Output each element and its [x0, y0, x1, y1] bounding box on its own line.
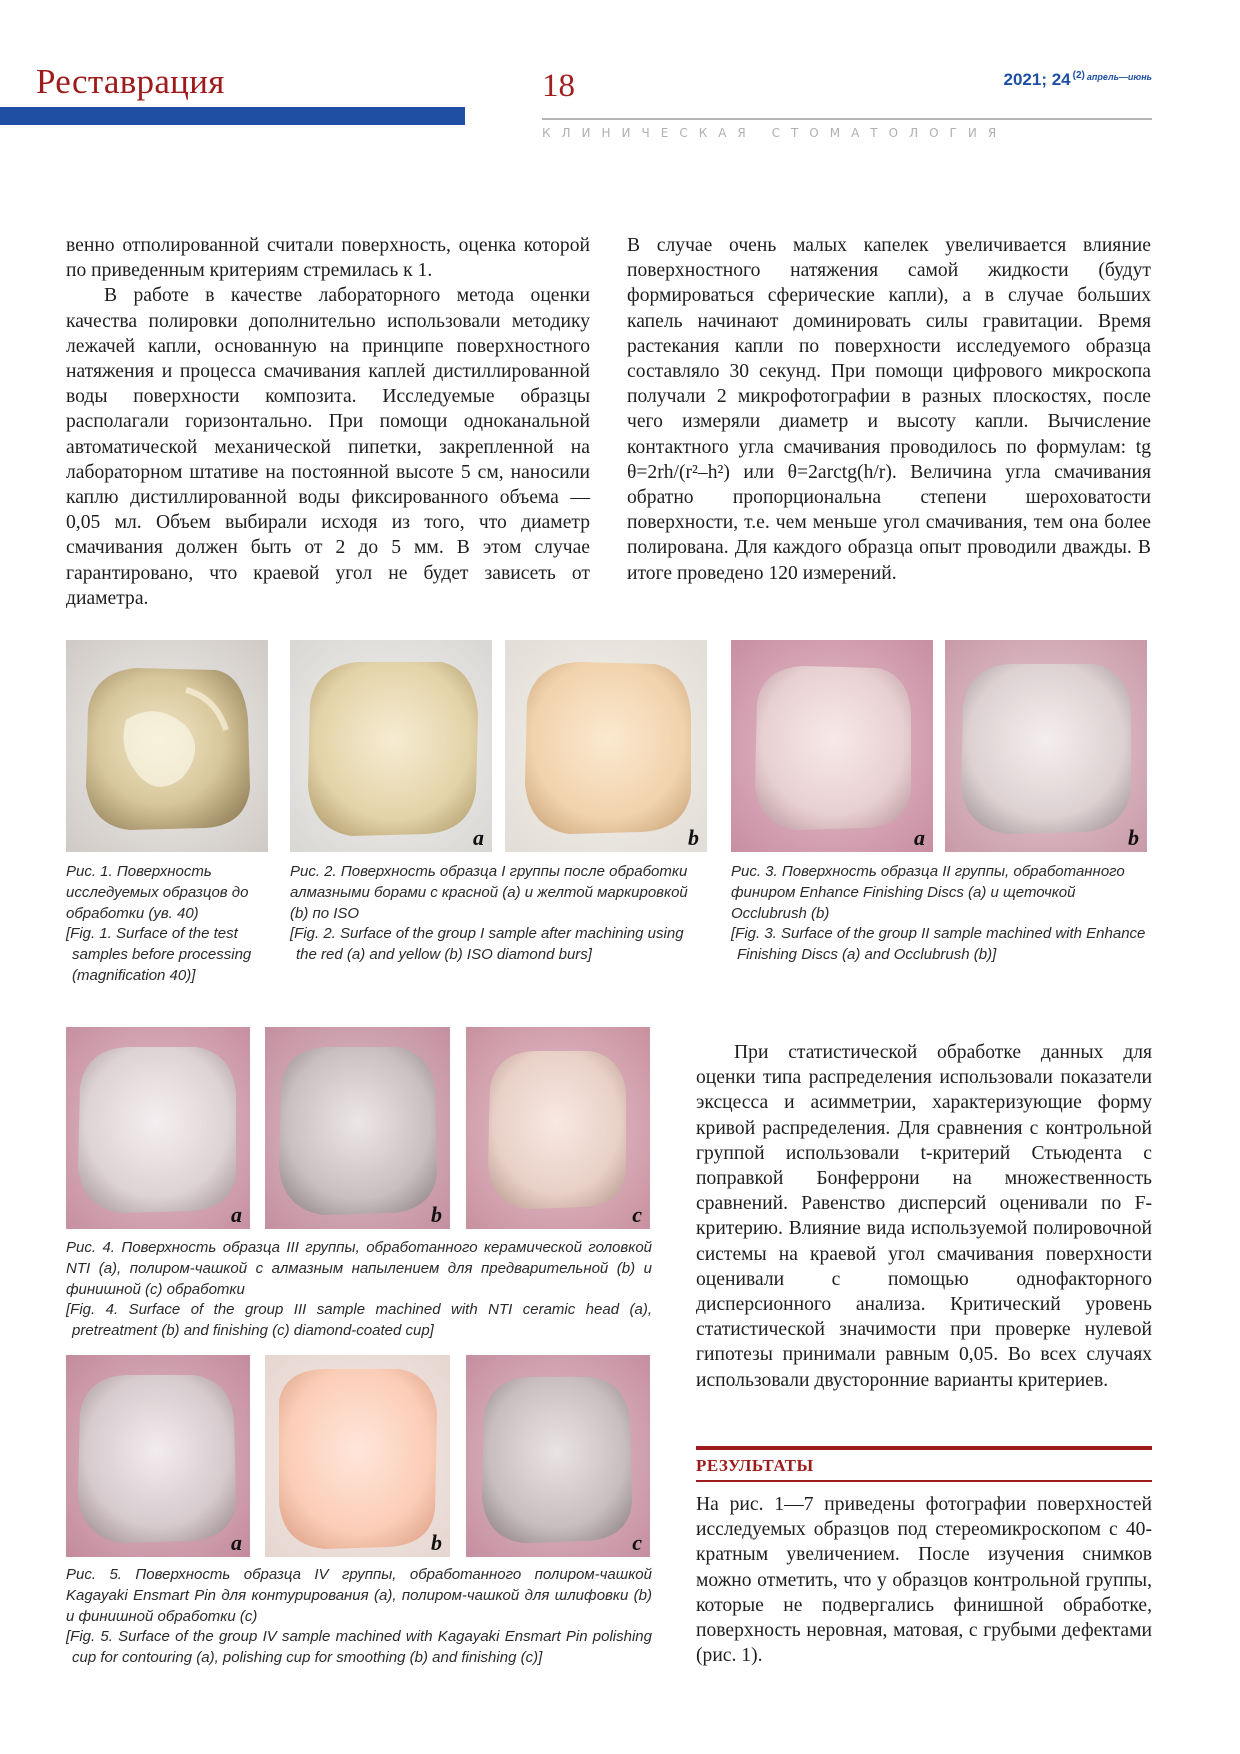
fig1-caption-en: [Fig. 1. Surface of the test samples before processing (magnification 40)] — [66, 925, 252, 984]
fig3-caption-ru: Рис. 3. Поверхность образца II группы, обработанного финиром Enhance Finishing Discs (a) и щеточкой Occlubrush (b) — [731, 863, 1125, 922]
section-title-bar — [0, 107, 465, 125]
statistics-column — [696, 1040, 1152, 1393]
fig4-caption — [66, 1238, 652, 1342]
fig3b-photo — [945, 640, 1147, 852]
fig2-caption — [290, 862, 708, 966]
fig2-caption-en: [Fig. 2. Surface of the group I sample after machining using the red (a) and yellow (b) ISO diamond burs] — [290, 925, 684, 964]
fig3-caption-en: [Fig. 3. Surface of the group II sample machined with Enhance Finishing Discs (a) and Occlubrush (b)] — [731, 925, 1146, 964]
fig5-caption — [66, 1565, 652, 1669]
left-paragraph-2: В работе в качестве лабораторного метода оценки качества полировки дополнительно использовали методику лежачей капли, основанную на принципе поверхностного натяжения и процесса смачивания каплей дистиллированной воды поверхности композита. Исследуемые образцы располагали горизонтально. При помощи одноканальной автоматической механической пипетки, закрепленной на лабораторном штативе на постоянной высоте 5 см, наносили каплю дистиллированной воды фиксированного объема — 0,05 мл. Объем выбирали исходя из того, что диаметр смачивания должен быть от 2 до 5 мм. В этом случае гарантировано, что краевой угол не будет зависеть от диаметра. — [66, 285, 590, 609]
issue-period: апрель—июнь — [1086, 72, 1152, 82]
fig1-caption-ru: Рис. 1. Поверхность исследуемых образцов до обработки (ув. 40) — [66, 863, 249, 922]
left-column — [66, 233, 590, 611]
fig2-label-a: a — [473, 825, 484, 850]
fig5b-photo — [265, 1355, 450, 1557]
fig5-label-b: b — [431, 1530, 442, 1555]
fig5c-photo — [466, 1355, 650, 1557]
journal-issue — [1004, 70, 1152, 90]
fig3-caption — [731, 862, 1151, 966]
journal-name: КЛИНИЧЕСКАЯ СТОМАТОЛОГИЯ — [542, 126, 1008, 140]
fig2-label-b: b — [688, 825, 699, 850]
fig5-caption-en: [Fig. 5. Surface of the group IV sample machined with Kagayaki Ensmart Pin polishing cup for contouring (a), polishing cup for smoothing (b) and finishing (c)] — [66, 1628, 652, 1667]
fig3-label-a: a — [914, 825, 925, 850]
fig5-caption-ru: Рис. 5. Поверхность образца IV группы, обработанного полиром-чашкой Kagayaki Ensmart Pin для контурирования (a), полиром-чашкой для шлифовки (b) и финишной обработки (c) — [66, 1566, 652, 1625]
fig5a-photo — [66, 1355, 250, 1557]
fig4-label-b: b — [431, 1202, 442, 1227]
fig4c-photo — [466, 1027, 650, 1229]
fig3-label-b: b — [1128, 825, 1139, 850]
fig2b-photo — [505, 640, 707, 852]
fig4a-photo — [66, 1027, 250, 1229]
fig1-caption — [66, 862, 271, 987]
results-column — [696, 1492, 1152, 1668]
page-number: 18 — [542, 68, 575, 104]
fig2a-photo — [290, 640, 492, 852]
issue-number: (2) — [1072, 70, 1085, 81]
fig4-label-a: a — [231, 1202, 242, 1227]
left-paragraph-1: венно отполированной считали поверхность, оценка которой по приведенным критериям стремилась к 1. — [66, 235, 590, 282]
fig5-label-c: c — [632, 1530, 642, 1555]
right-column — [627, 233, 1151, 586]
statistics-paragraph: При статистической обработке данных для оценки типа распределения использовали показатели эксцесса и асимметрии, характеризующие форму кривой распределения. Для сравнения с контрольной группой использовали t-критерий Стьюдента с поправкой Бонферрони на множественность сравнений. Равенство дисперсий оценивали по F-критерию. Влияние вида используемой полировочной системы на краевой угол смачивания поверхности оценивали с помощью однофакторного дисперсионного анализа. Критический уровень статистической значимости при проверке нулевой гипотезы принимали равным 0,05. Во всех случаях использовали двусторонние варианты критериев. — [696, 1042, 1152, 1391]
fig4b-photo — [265, 1027, 450, 1229]
results-heading: РЕЗУЛЬТАТЫ — [696, 1456, 814, 1475]
fig4-caption-en: [Fig. 4. Surface of the group III sample machined with NTI ceramic head (a), pretreatment (b) and finishing (c) diamond-coated cup] — [66, 1301, 652, 1340]
fig2-caption-ru: Рис. 2. Поверхность образца I группы после обработки алмазными борами с красной (а) и желтой маркировкой (b) по ISO — [290, 863, 688, 922]
section-title: Реставрация — [36, 62, 225, 101]
results-rule-bottom — [696, 1480, 1152, 1482]
fig4-caption-ru: Рис. 4. Поверхность образца III группы, обработанного керамической головкой NTI (a), полиром-чашкой с алмазным напылением для предварительной (b) и финишной (c) обработки — [66, 1239, 652, 1298]
fig5-label-a: a — [231, 1530, 242, 1555]
fig4-label-c: c — [632, 1202, 642, 1227]
right-paragraph-1: В случае очень малых капелек увеличивается влияние поверхностного натяжения самой жидкости (будут формироваться сферические капли), а в случае больших капель начинают доминировать силы гравитации. Время растекания капли по поверхности исследуемого образца составляло 30 секунд. При помощи цифрового микроскопа получали 2 микрофотографии в разных плоскостях, после чего измеряли диаметр и высоту капли. Вычисление контактного угла смачивания проводилось по формулам: tg θ=2rh/(r²–h²) или θ=2arctg(h/r). Величина угла смачивания обратно пропорциональна степени шероховатости поверхности, т.е. чем меньше угол смачивания, тем она более полирована. Для каждого образца опыт проводили дважды. В итоге проведено 120 измерений. — [627, 235, 1151, 584]
results-rule-top — [696, 1446, 1152, 1450]
year-volume: 2021; 24 — [1003, 70, 1071, 89]
fig1-photo — [66, 640, 268, 852]
results-paragraph: На рис. 1—7 приведены фотографии поверхностей исследуемых образцов под стереомикроскопом с 40-кратным увеличением. После изучения снимков можно отметить, что у образцов контрольной группы, которые не подвергались финишной обработке, поверхность неровная, матовая, с грубыми дефектами (рис. 1). — [696, 1494, 1152, 1667]
header-rule — [542, 118, 1152, 120]
fig3a-photo — [731, 640, 933, 852]
